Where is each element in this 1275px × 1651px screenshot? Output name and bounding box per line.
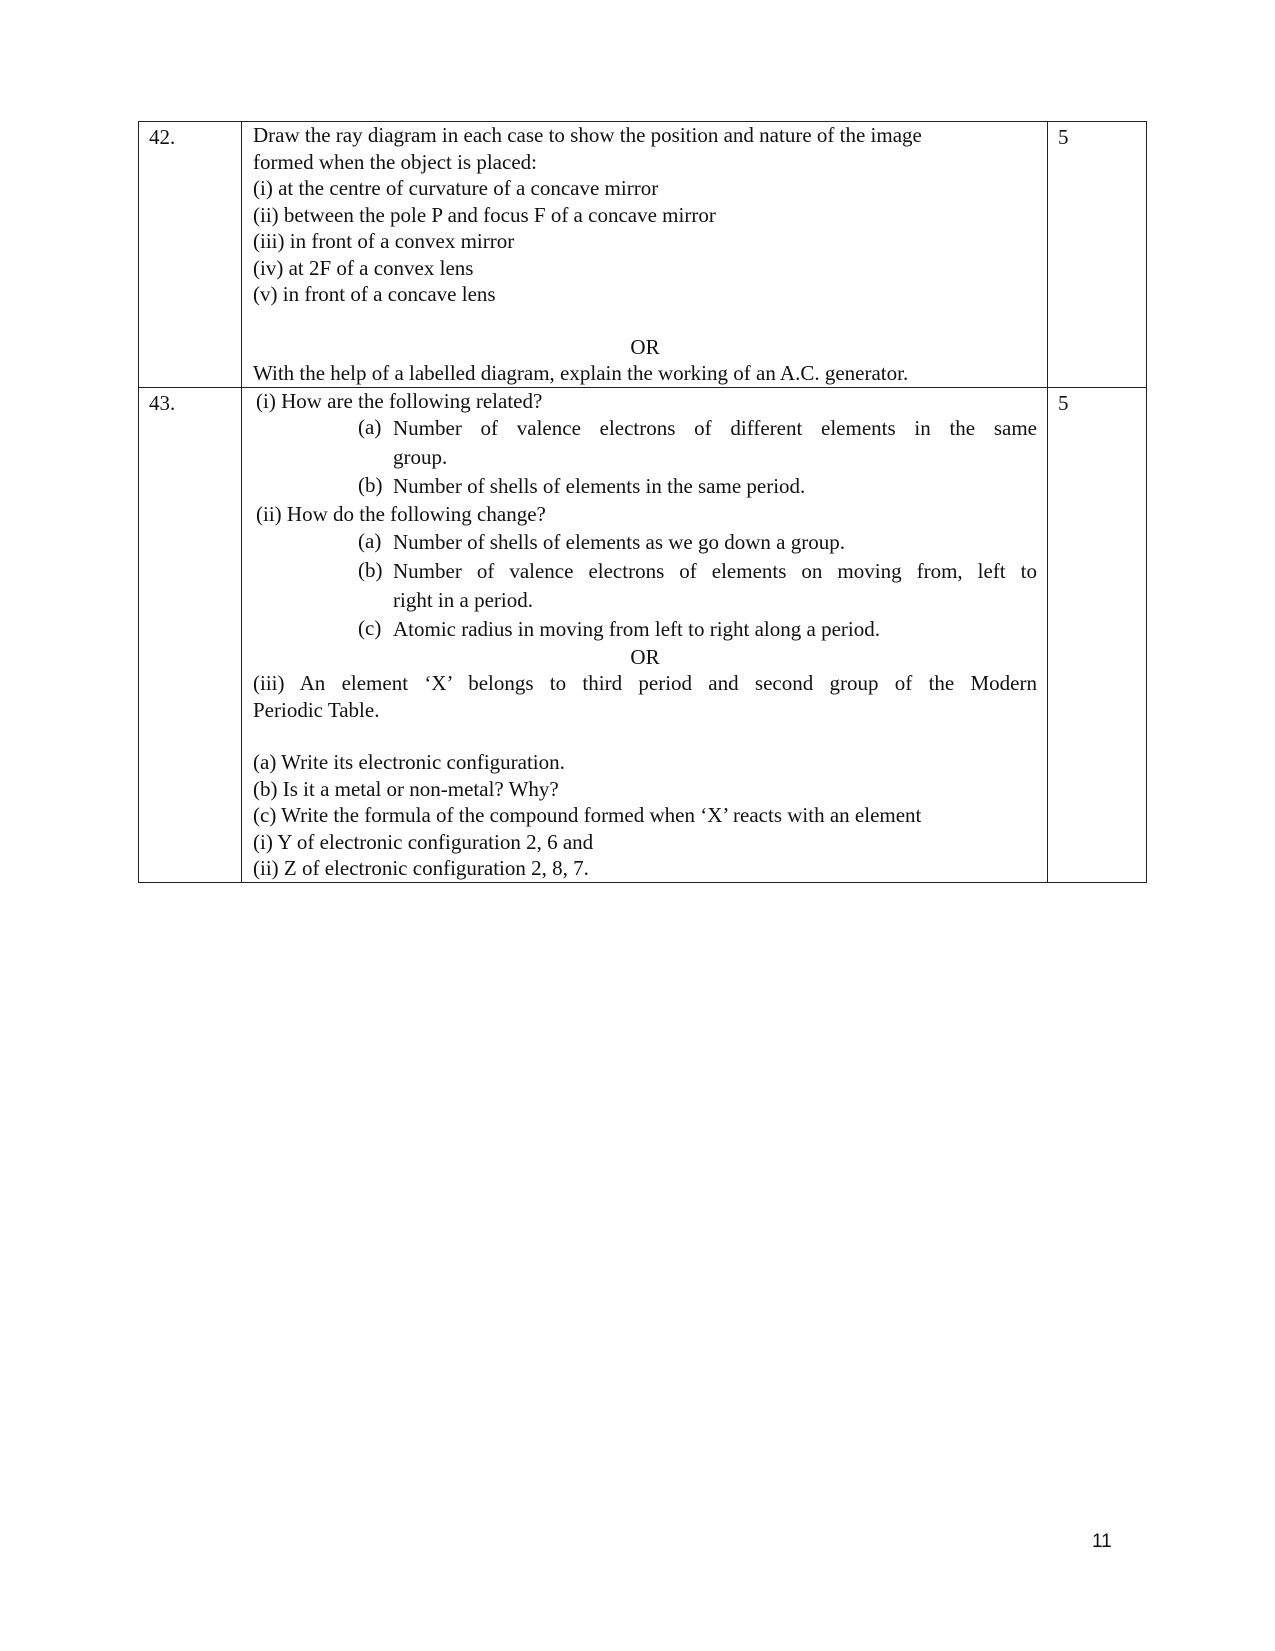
question-row-42 <box>139 122 1147 388</box>
sub-item-label: (b) <box>358 557 383 582</box>
sub-item <box>253 557 1037 615</box>
question-item: (ii) Z of electronic configuration 2, 8, 7. <box>253 856 589 880</box>
questions-table <box>138 121 1147 883</box>
question-item: (b) Is it a metal or non-metal? Why? <box>253 776 559 801</box>
question-row-43 <box>139 387 1147 882</box>
question-item: (iii) in front of a convex mirror <box>253 229 515 253</box>
sub-item-text: Number of shells of elements in the same period. <box>393 474 806 498</box>
question-marks: 5 <box>1048 387 1147 882</box>
question-text: Draw the ray diagram in each case to show the position and nature of the image <box>253 123 922 147</box>
or-separator: OR <box>630 644 660 669</box>
sub-item-label: (b) <box>358 473 383 497</box>
question-text: formed when the object is placed: <box>253 149 537 174</box>
sub-item-label: (a) <box>358 415 382 439</box>
question-body <box>242 387 1048 882</box>
sub-item-text: group. <box>393 445 448 469</box>
sub-item-text: Atomic radius in moving from left to right along a period. <box>393 616 880 641</box>
question-item: (i) at the centre of curvature of a concave mirror <box>253 176 659 200</box>
question-body <box>242 122 1048 388</box>
question-number: 43. <box>139 387 242 882</box>
page-number: 11 <box>1092 1531 1112 1552</box>
question-text: (iii) An element ‘X’ belongs to third period and second group of the Modern <box>253 671 1037 695</box>
sub-item-label: (c) <box>358 615 382 640</box>
question-marks: 5 <box>1048 122 1147 388</box>
question-item: (a) Write its electronic configuration. <box>253 750 565 774</box>
question-item: (v) in front of a concave lens <box>253 282 496 306</box>
sub-item <box>253 615 1037 644</box>
question-number: 42. <box>139 122 242 388</box>
question-text: Periodic Table. <box>253 697 380 722</box>
sub-item <box>253 528 1037 557</box>
sub-item-label: (a) <box>358 528 382 553</box>
sub-item-text: right in a period. <box>393 587 533 612</box>
part-heading: (i) How are the following related? <box>256 388 543 413</box>
or-separator: OR <box>630 334 660 359</box>
question-item: (c) Write the formula of the compound formed when ‘X’ reacts with an element <box>253 803 922 827</box>
question-item: (i) Y of electronic configuration 2, 6 and <box>253 829 594 854</box>
sub-item-text: Number of valence electrons of elements on moving from, left to <box>393 558 1037 583</box>
question-item: (ii) between the pole P and focus F of a concave mirror <box>253 202 716 227</box>
sub-item-text: Number of valence electrons of different elements in the same <box>393 416 1037 440</box>
sub-item-text: Number of shells of elements as we go down a group. <box>393 529 845 554</box>
alternative-question: With the help of a labelled diagram, explain the working of an A.C. generator. <box>253 361 909 385</box>
part-heading: (ii) How do the following change? <box>256 502 546 526</box>
question-item: (iv) at 2F of a convex lens <box>253 255 474 280</box>
sub-item <box>253 414 1037 472</box>
sub-item <box>253 472 1037 501</box>
